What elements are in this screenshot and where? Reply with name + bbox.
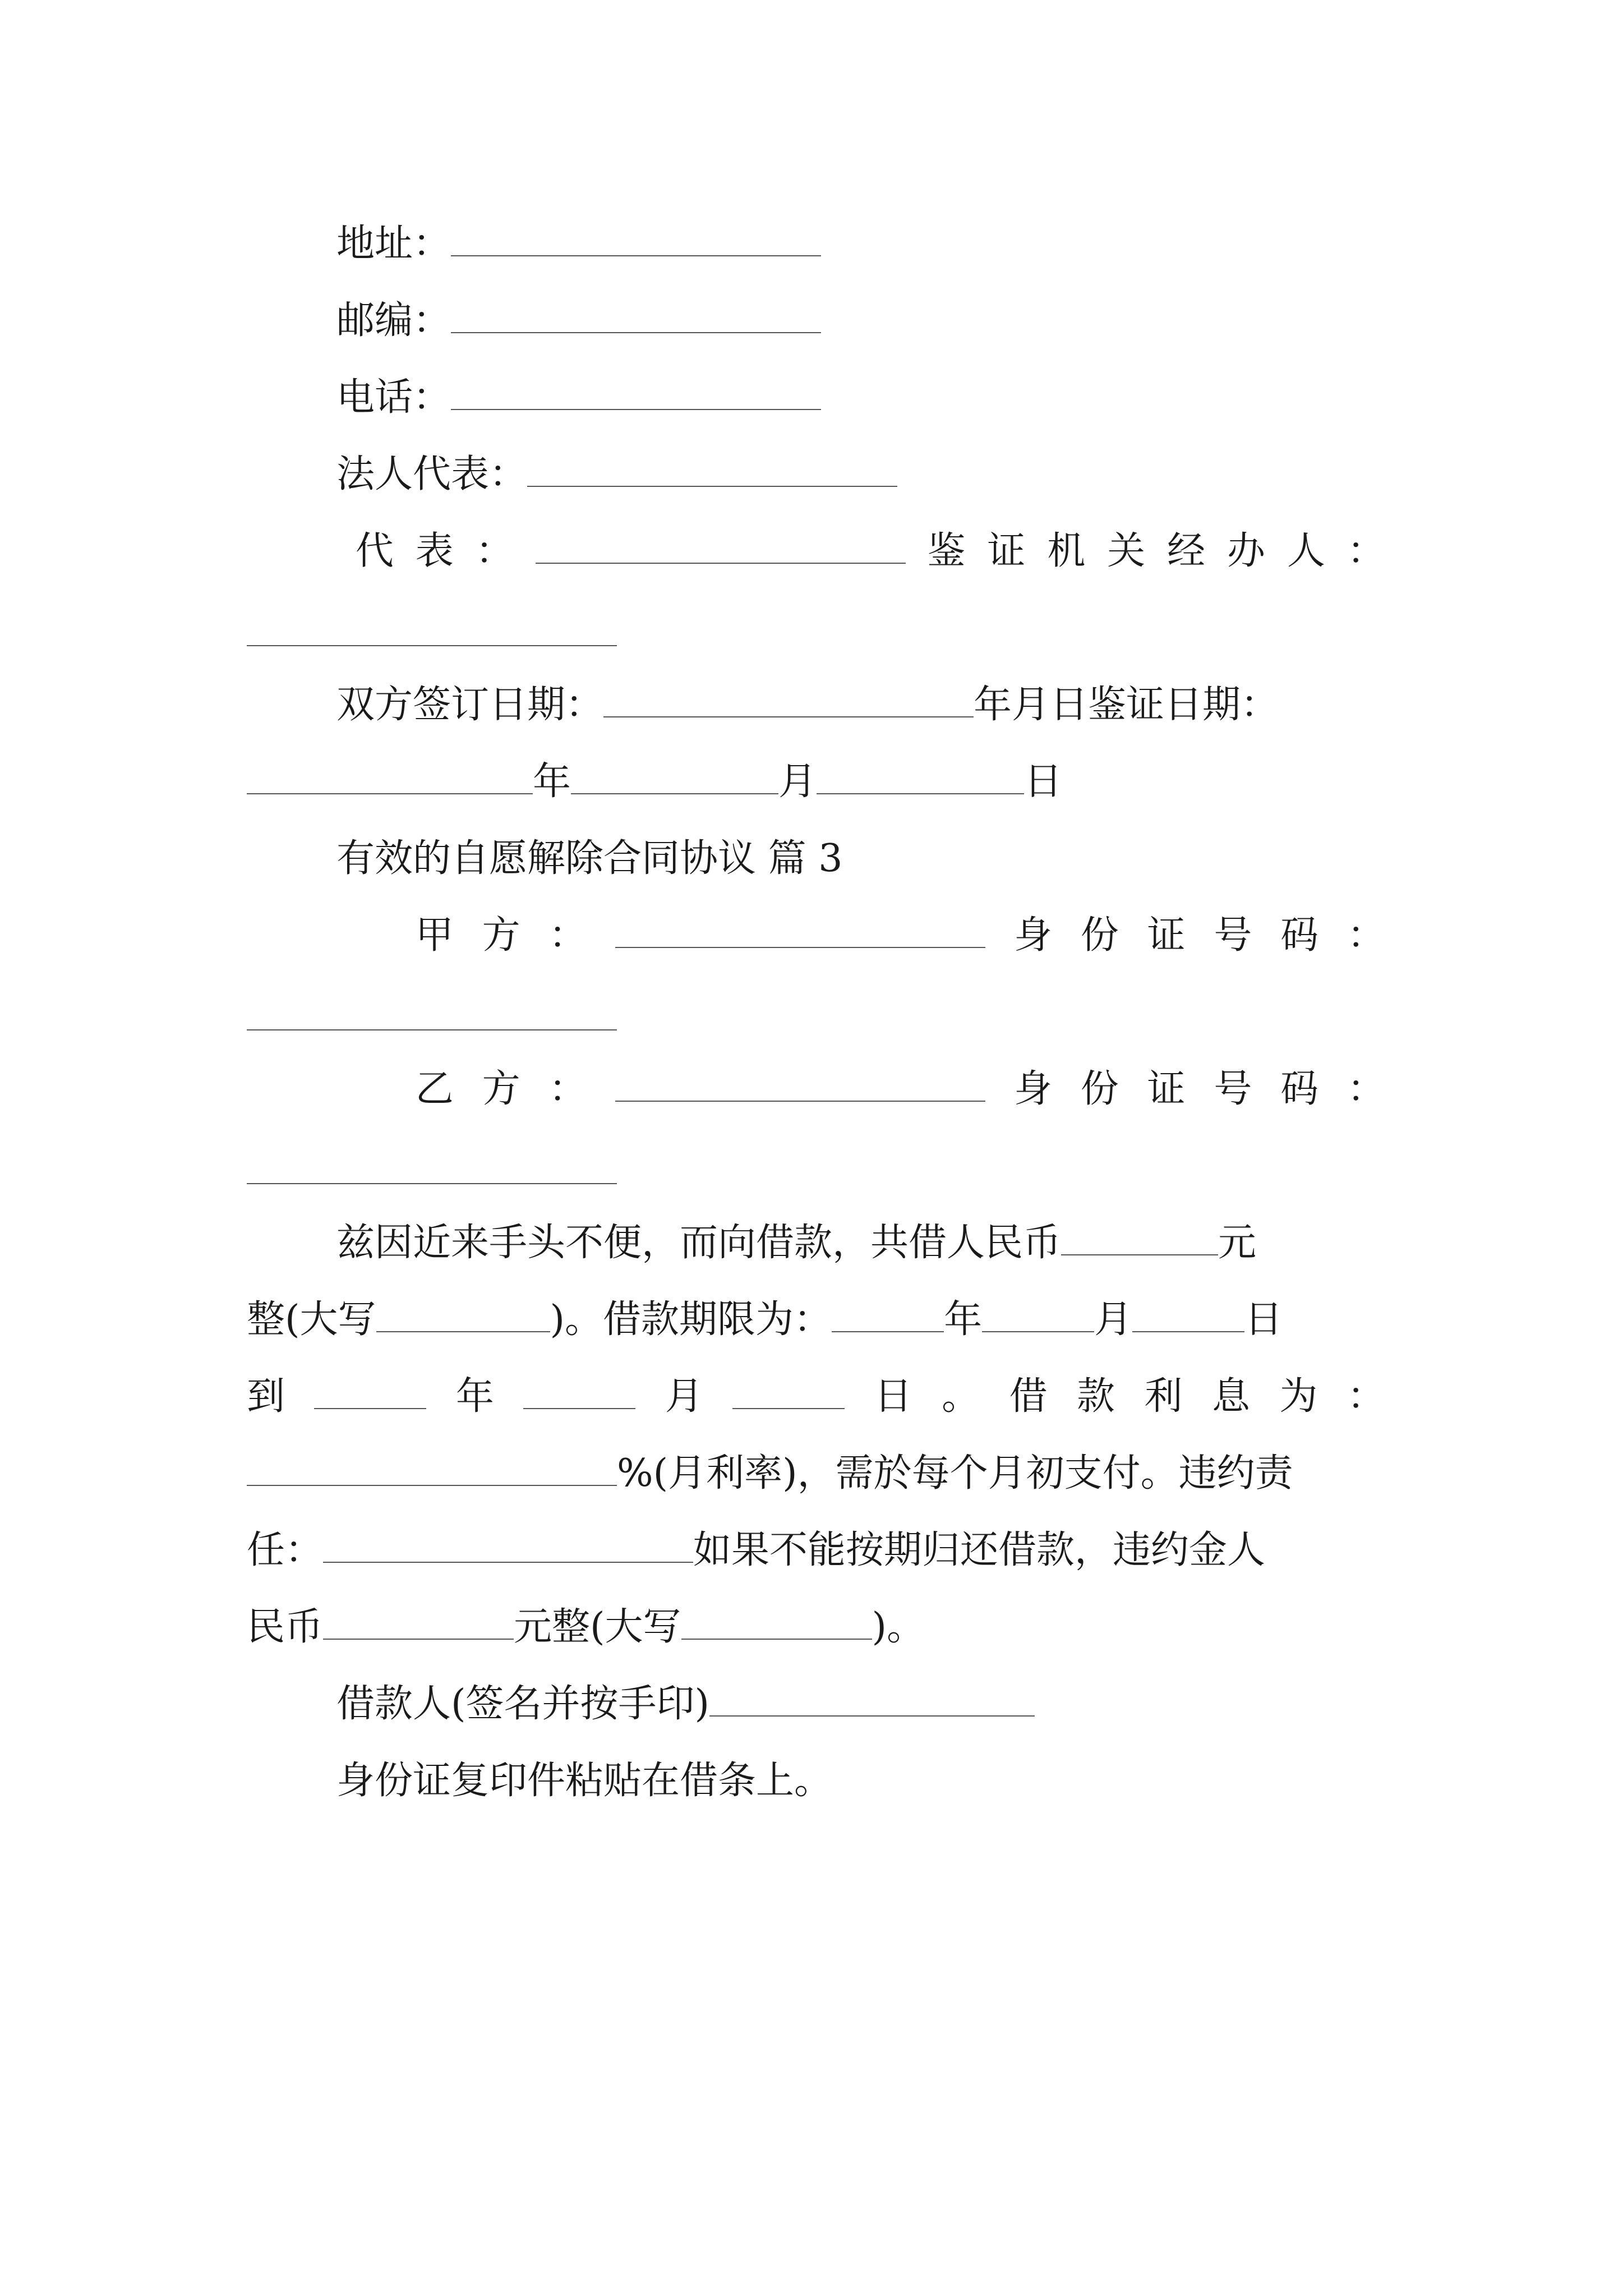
party-a-row <box>247 908 1385 964</box>
id-char: 身 <box>1013 1067 1052 1111</box>
end-month-blank[interactable] <box>523 1369 635 1409</box>
phone-label: 电话： <box>336 375 451 420</box>
party-a-char: 方 <box>482 913 520 958</box>
day-label: 日 <box>1024 760 1063 804</box>
notary-char: 证 <box>987 529 1026 573</box>
loan-para-text: 日 <box>1244 1297 1283 1342</box>
party-a-char: 甲 <box>415 913 454 958</box>
loan-para-text: 兹因近来手头不便，而向借款，共借人民币 <box>336 1221 1062 1265</box>
postcode-label: 邮编： <box>336 298 451 343</box>
party-a-blank[interactable] <box>615 908 985 948</box>
notary-char: ： <box>1347 529 1385 573</box>
month-label: 月 <box>778 760 817 804</box>
loan-para-text: 整(大写 <box>247 1297 376 1342</box>
liability-blank[interactable] <box>323 1522 693 1563</box>
id-char: 证 <box>1147 1067 1186 1111</box>
id-copy-note: 身份证复印件粘贴在借条上。 <box>336 1759 833 1803</box>
notary-date-row <box>247 754 1062 810</box>
phone-blank[interactable] <box>451 370 821 410</box>
loan-para-char: 年 <box>455 1374 494 1419</box>
borrower-label: 借款人(签名并按手印) <box>336 1682 710 1726</box>
loan-para-text: 月 <box>1094 1297 1133 1342</box>
notary-char: 鉴 <box>927 529 966 573</box>
sign-date-blank[interactable] <box>603 677 974 717</box>
loan-para-line4 <box>247 1446 1293 1502</box>
party-b-char: 方 <box>482 1067 520 1111</box>
legal-rep-blank[interactable] <box>527 447 897 487</box>
address-blank[interactable] <box>451 216 821 256</box>
rep-blank[interactable] <box>536 523 906 564</box>
sign-date-row <box>336 677 1279 733</box>
loan-para-text: 任： <box>247 1528 324 1572</box>
id-char: 份 <box>1080 1067 1119 1111</box>
sign-date-label: 双方签订日期： <box>336 683 604 727</box>
amount-words-blank[interactable] <box>376 1292 550 1332</box>
start-year-blank[interactable] <box>832 1292 944 1332</box>
notary-char: 经 <box>1167 529 1206 573</box>
section-title: 有效的自愿解除合同协议 篇 3 <box>336 836 843 881</box>
end-year-blank[interactable] <box>314 1369 426 1409</box>
borrower-row <box>336 1676 1035 1732</box>
month-blank[interactable] <box>571 754 778 794</box>
loan-para-line1 <box>336 1215 1256 1271</box>
start-month-blank[interactable] <box>982 1292 1094 1332</box>
notary-char: 办 <box>1227 529 1266 573</box>
loan-para-text: 元 <box>1218 1221 1257 1265</box>
id-char: 号 <box>1214 1067 1252 1111</box>
year-blank[interactable] <box>247 754 533 794</box>
party-b-id-blank[interactable] <box>247 1182 617 1184</box>
interest-blank[interactable] <box>247 1446 617 1486</box>
id-char: ： <box>1347 913 1385 958</box>
legal-rep-row <box>336 447 897 503</box>
loan-para-char: 为 <box>1279 1374 1318 1419</box>
loan-para-text: )。 <box>872 1605 925 1649</box>
rep-notary-row <box>247 523 1385 579</box>
id-char: 份 <box>1080 913 1119 958</box>
amount-blank[interactable] <box>1061 1215 1218 1255</box>
penalty-blank[interactable] <box>323 1599 514 1640</box>
rep-char: 代 <box>355 529 394 573</box>
loan-para-line5 <box>247 1522 1265 1579</box>
penalty-words-blank[interactable] <box>681 1599 872 1640</box>
legal-rep-label: 法人代表： <box>336 452 528 496</box>
id-char: 码 <box>1280 1067 1319 1111</box>
day-blank[interactable] <box>817 754 1024 794</box>
loan-para-text: 年 <box>944 1297 983 1342</box>
party-b-char: 乙 <box>415 1067 454 1111</box>
id-char: 证 <box>1147 913 1186 958</box>
id-char: 号 <box>1214 913 1252 958</box>
loan-para-line6 <box>247 1599 925 1655</box>
postcode-row <box>336 293 821 349</box>
id-char: 码 <box>1280 913 1319 958</box>
loan-para-line2 <box>247 1292 1283 1348</box>
id-char: 身 <box>1013 913 1052 958</box>
party-b-row <box>247 1061 1385 1117</box>
postcode-blank[interactable] <box>451 293 821 333</box>
loan-para-text: 元整(大写 <box>514 1605 681 1649</box>
rep-char: ： <box>475 529 514 573</box>
loan-para-text: 民币 <box>247 1605 324 1649</box>
notary-char: 人 <box>1287 529 1325 573</box>
loan-para-text: %(月利率)，需於每个月初支付。违约责 <box>617 1451 1293 1496</box>
phone-row <box>336 370 821 426</box>
loan-para-text: 如果不能按期归还借款，违约金人 <box>693 1528 1266 1572</box>
end-day-blank[interactable] <box>732 1369 845 1409</box>
party-b-blank[interactable] <box>615 1061 985 1102</box>
party-b-char: ： <box>548 1067 587 1111</box>
loan-para-char: ： <box>1347 1374 1385 1419</box>
loan-para-char: 款 <box>1077 1374 1115 1419</box>
sign-date-mid: 年月日鉴证日期： <box>974 683 1279 727</box>
start-day-blank[interactable] <box>1132 1292 1244 1332</box>
address-row <box>336 216 821 272</box>
borrower-signature-blank[interactable] <box>709 1676 1035 1717</box>
id-char: ： <box>1347 1067 1385 1111</box>
address-label: 地址： <box>336 222 451 266</box>
notary-blank[interactable] <box>247 644 617 646</box>
loan-para-char: 。 <box>942 1374 980 1419</box>
loan-para-char: 到 <box>247 1374 285 1419</box>
loan-para-text: )。借款期限为： <box>550 1297 832 1342</box>
notary-char: 机 <box>1047 529 1086 573</box>
year-label: 年 <box>533 760 571 804</box>
party-a-id-blank[interactable] <box>247 1028 617 1030</box>
loan-para-char: 利 <box>1144 1374 1183 1419</box>
loan-para-line3 <box>247 1369 1385 1425</box>
notary-char: 关 <box>1107 529 1146 573</box>
loan-para-char: 月 <box>665 1374 703 1419</box>
loan-para-char: 借 <box>1009 1374 1048 1419</box>
loan-para-char: 息 <box>1211 1374 1250 1419</box>
loan-para-char: 日 <box>874 1374 912 1419</box>
rep-char: 表 <box>415 529 454 573</box>
party-a-char: ： <box>548 913 587 958</box>
